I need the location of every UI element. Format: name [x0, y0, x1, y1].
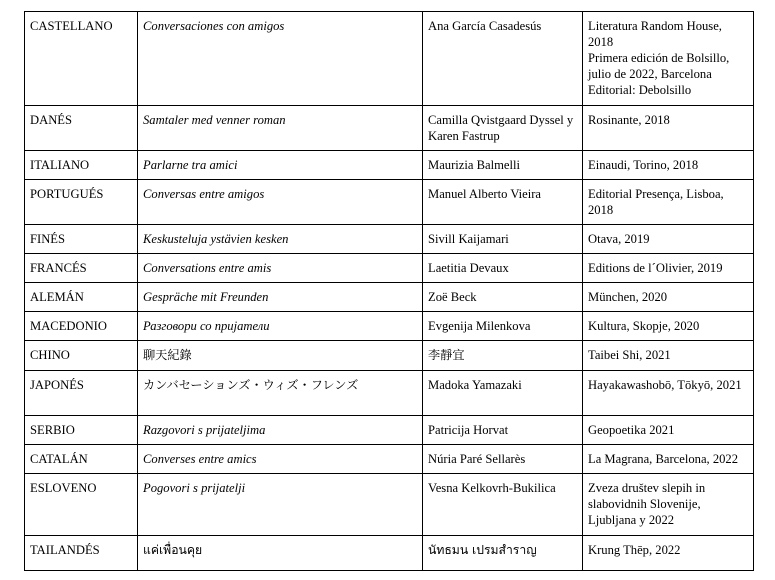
publisher-line: La Magrana, Barcelona, 2022 [588, 452, 739, 466]
publisher-line: Rosinante, 2018 [588, 113, 670, 127]
title-cell: Samtaler med venner roman [138, 106, 423, 151]
publisher-cell [583, 312, 754, 341]
title-cell: Conversaciones con amigos [138, 12, 423, 106]
publisher-cell [583, 416, 754, 445]
translator-cell: Zoë Beck [423, 283, 583, 312]
language-cell: DANÉS [25, 106, 138, 151]
language-cell: SERBIO [25, 416, 138, 445]
publisher-line: Editions de l´Olivier, 2019 [588, 261, 723, 275]
title-cell: 聊天紀錄 [138, 341, 423, 371]
translator-cell: Laetitia Devaux [423, 254, 583, 283]
translator-cell: Madoka Yamazaki [423, 371, 583, 416]
title-cell: Conversas entre amigos [138, 180, 423, 225]
language-cell: FRANCÉS [25, 254, 138, 283]
translator-cell: Sivill Kaijamari [423, 225, 583, 254]
table-row [25, 225, 754, 254]
publisher-line: Kultura, Skopje, 2020 [588, 319, 700, 333]
publisher-line: Editorial: Debolsillo [588, 83, 692, 97]
table-row [25, 180, 754, 225]
translator-cell: Camilla Qvistgaard Dyssel y Karen Fastrup [423, 106, 583, 151]
table-row [25, 151, 754, 180]
publisher-line: Editorial Presença, Lisboa, 2018 [588, 187, 724, 217]
title-cell: Parlarne tra amici [138, 151, 423, 180]
publisher-cell [583, 225, 754, 254]
translator-cell: นัทธมน เปรมสำราญ [423, 536, 583, 571]
publisher-line: Taibei Shi, 2021 [588, 348, 671, 362]
title-cell: แค่เพื่อนคุย [138, 536, 423, 571]
language-cell: ESLOVENO [25, 474, 138, 536]
title-cell: Conversations entre amis [138, 254, 423, 283]
translations-table-body [25, 12, 754, 571]
language-cell: ITALIANO [25, 151, 138, 180]
table-row [25, 474, 754, 536]
publisher-line: Geopoetika 2021 [588, 423, 675, 437]
publisher-line: Primera edición de Bolsillo, julio de 2022, Barcelona [588, 51, 730, 81]
publisher-cell [583, 180, 754, 225]
table-row [25, 536, 754, 571]
publisher-cell [583, 445, 754, 474]
table-row [25, 416, 754, 445]
publisher-cell [583, 12, 754, 106]
language-cell: TAILANDÉS [25, 536, 138, 571]
language-cell: CHINO [25, 341, 138, 371]
table-row [25, 371, 754, 416]
table-row [25, 445, 754, 474]
publisher-cell [583, 151, 754, 180]
translator-cell: Ana García Casadesús [423, 12, 583, 106]
language-cell: PORTUGUÉS [25, 180, 138, 225]
publisher-cell [583, 371, 754, 416]
table-row [25, 341, 754, 371]
table-row [25, 312, 754, 341]
publisher-line: Literatura Random House, 2018 [588, 19, 722, 49]
title-cell: Keskusteluja ystävien kesken [138, 225, 423, 254]
translator-cell: Maurizia Balmelli [423, 151, 583, 180]
translator-cell: Evgenija Milenkova [423, 312, 583, 341]
language-cell: CATALÁN [25, 445, 138, 474]
translations-table [24, 11, 754, 571]
translator-cell: Manuel Alberto Vieira [423, 180, 583, 225]
publisher-cell [583, 536, 754, 571]
language-cell: ALEMÁN [25, 283, 138, 312]
language-cell: CASTELLANO [25, 12, 138, 106]
translator-cell: Patricija Horvat [423, 416, 583, 445]
publisher-cell [583, 254, 754, 283]
publisher-line: Otava, 2019 [588, 232, 650, 246]
table-row [25, 254, 754, 283]
translator-cell: 李靜宜 [423, 341, 583, 371]
title-cell: カンバセーションズ・ウィズ・フレンズ [138, 371, 423, 416]
publisher-line: Zveza društev slepih in slabovidnih Slovenije, Ljubljana y 2022 [588, 481, 706, 527]
table-row [25, 12, 754, 106]
language-cell: JAPONÉS [25, 371, 138, 416]
language-cell: FINÉS [25, 225, 138, 254]
publisher-cell [583, 106, 754, 151]
translator-cell: Vesna Kelkovrh-Bukilica [423, 474, 583, 536]
table-row [25, 283, 754, 312]
publisher-cell [583, 474, 754, 536]
publisher-line: Einaudi, Torino, 2018 [588, 158, 699, 172]
publisher-line: Hayakawashobō, Tōkyō, 2021 [588, 378, 742, 392]
publisher-line: München, 2020 [588, 290, 668, 304]
title-cell: Gespräche mit Freunden [138, 283, 423, 312]
title-cell: Разговори со пријатели [138, 312, 423, 341]
title-cell: Razgovori s prijateljima [138, 416, 423, 445]
title-cell: Pogovori s prijatelji [138, 474, 423, 536]
publisher-cell [583, 341, 754, 371]
table-row [25, 106, 754, 151]
publisher-line: Krung Thēp, 2022 [588, 543, 681, 557]
translator-cell: Núria Paré Sellarès [423, 445, 583, 474]
title-cell: Converses entre amics [138, 445, 423, 474]
publisher-cell [583, 283, 754, 312]
language-cell: MACEDONIO [25, 312, 138, 341]
